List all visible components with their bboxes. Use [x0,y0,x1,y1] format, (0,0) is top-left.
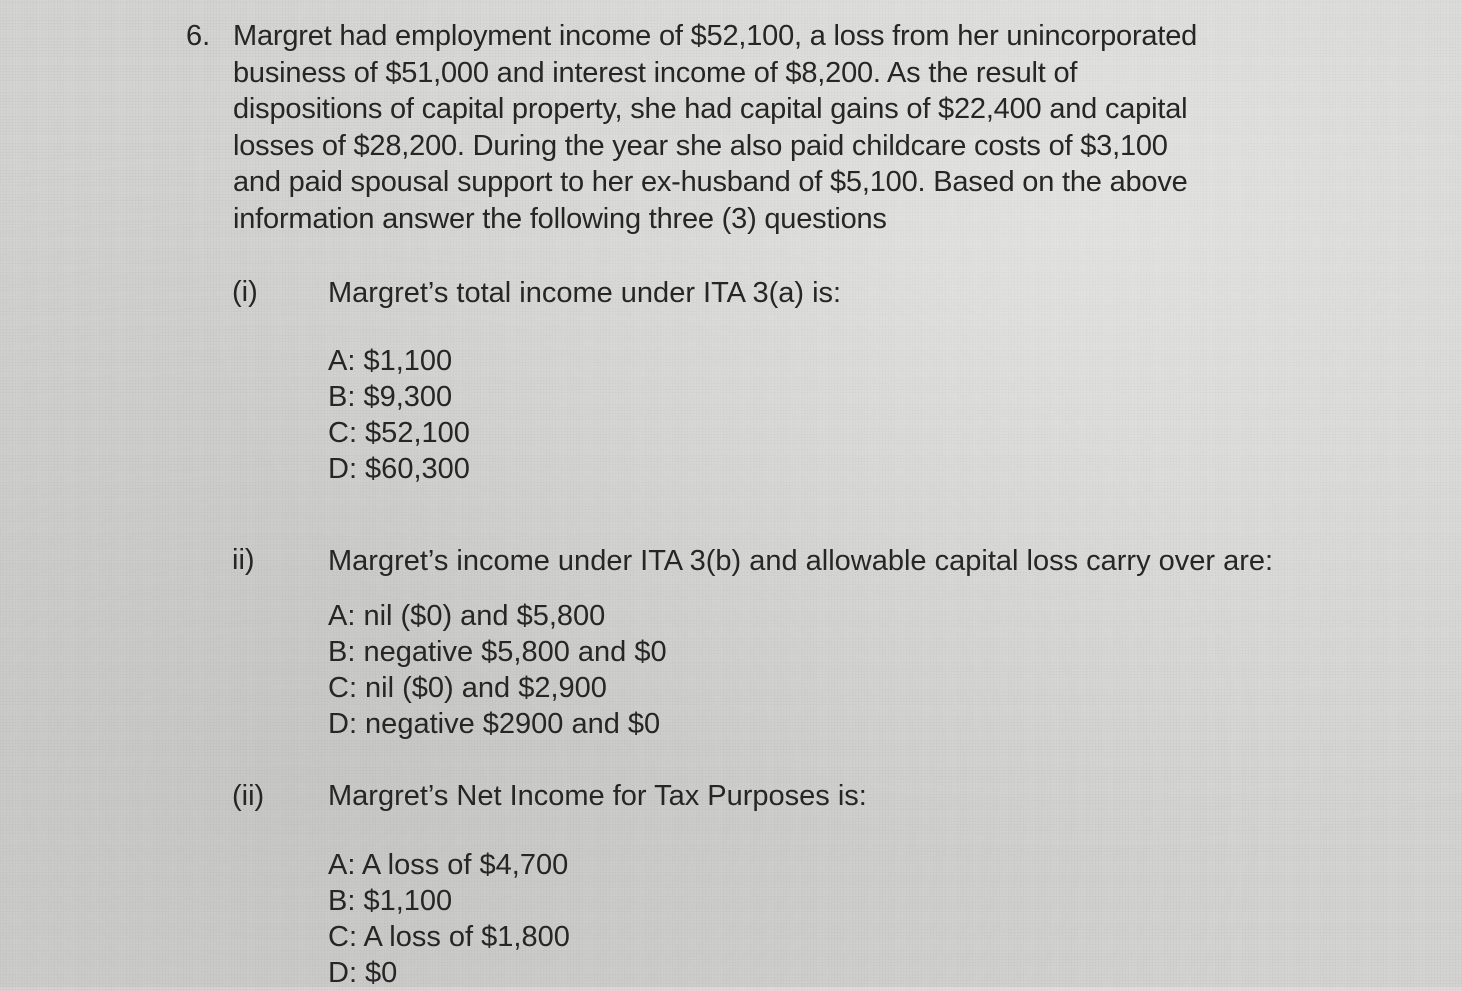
answer-option-d[interactable]: D: $0 [328,957,398,989]
answer-option-c[interactable]: C: nil ($0) and $2,900 [328,672,607,704]
question-stem [233,18,1313,237]
stem-line: losses of $28,200. During the year she also paid childcare costs of $3,100 [233,129,1168,162]
subquestion-2-options [328,598,667,742]
stem-line: Margret had employment income of $52,100, a loss from her unincorporated [233,20,1198,52]
subquestion-1-label: (i) [232,276,258,308]
subquestion-3-prompt: Margret’s Net Income for Tax Purposes is: [328,780,867,812]
subquestion-2-prompt: Margret’s income under ITA 3(b) and allowable capital loss carry over are: [328,545,1274,577]
stem-line: business of $51,000 and interest income of $8,200. As the result of [233,56,1078,89]
answer-option-b[interactable]: B: $1,100 [328,885,453,917]
stem-line: and paid spousal support to her ex-husband of $5,100. Based on the above [233,166,1188,198]
subquestion-1-options [328,343,470,487]
answer-option-b[interactable]: B: negative $5,800 and $0 [328,636,667,668]
answer-option-c[interactable]: C: $52,100 [328,417,470,449]
answer-option-a[interactable]: A: nil ($0) and $5,800 [328,600,606,632]
subquestion-3-options [328,847,570,991]
answer-option-c[interactable]: C: A loss of $1,800 [328,921,570,953]
answer-option-b[interactable]: B: $9,300 [328,381,453,413]
stem-line: information answer the following three (3) questions [233,202,887,235]
stem-line: dispositions of capital property, she had capital gains of $22,400 and capital [233,93,1188,125]
answer-option-d[interactable]: D: $60,300 [328,453,470,485]
answer-option-a[interactable]: A: $1,100 [328,345,453,377]
answer-option-a[interactable]: A: A loss of $4,700 [328,849,569,881]
answer-option-d[interactable]: D: negative $2900 and $0 [328,708,661,740]
subquestion-3-label: (ii) [232,780,265,812]
question-number: 6. [186,20,211,52]
subquestion-1-prompt: Margret’s total income under ITA 3(a) is: [328,277,842,309]
subquestion-2-label: ii) [232,544,255,576]
